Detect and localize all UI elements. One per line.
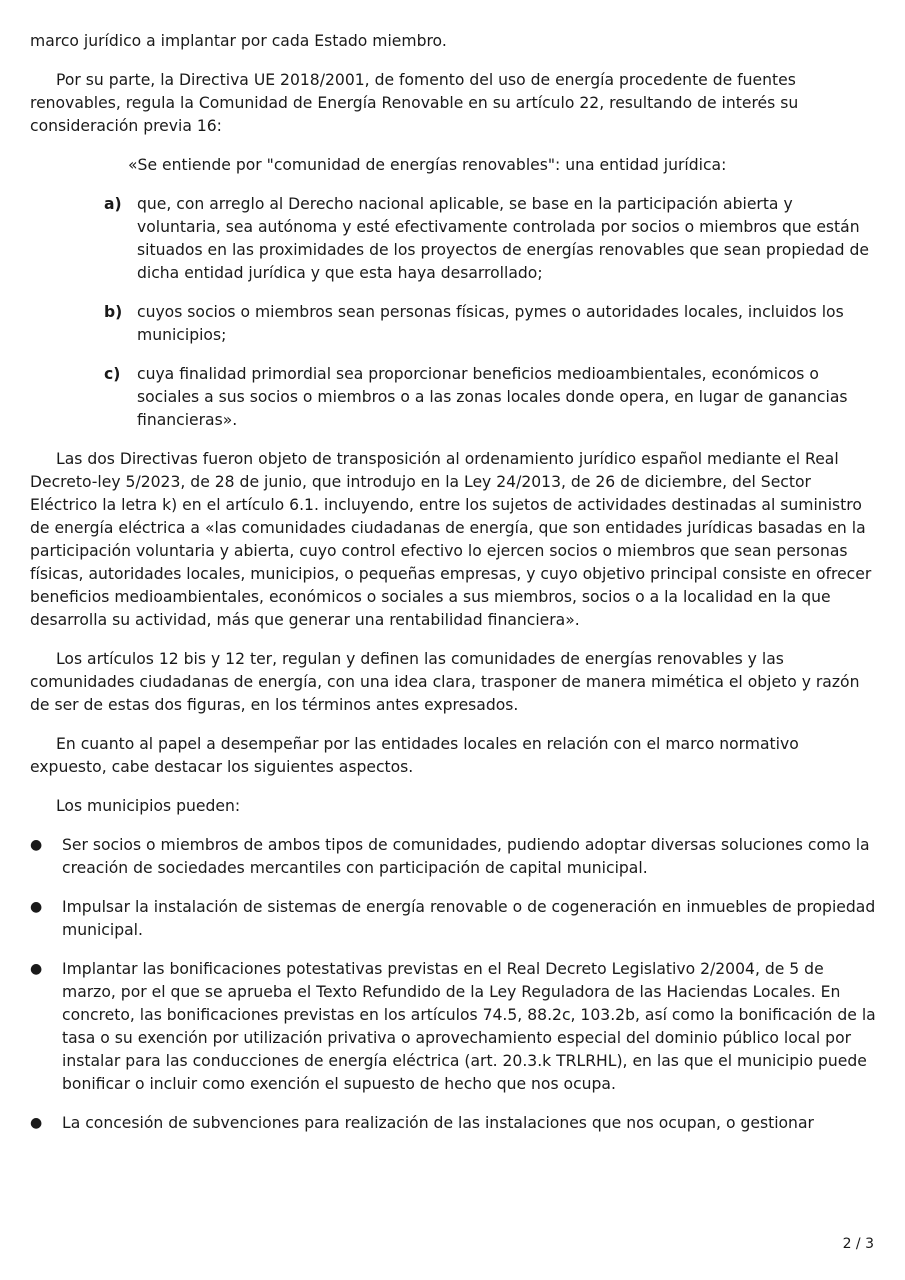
quote-item-b xyxy=(30,301,878,347)
bullet-icon: ● xyxy=(30,899,43,915)
bullet-item xyxy=(30,1112,878,1135)
quote-item-marker: a) xyxy=(104,195,122,213)
quote-item-text: cuyos socios o miembros sean personas físicas, pymes o autoridades locales, incluidos los municipios; xyxy=(137,303,844,344)
quote-item-c xyxy=(30,363,878,432)
paragraph-papel: En cuanto al papel a desempeñar por las entidades locales en relación con el marco normativo expuesto, cabe destacar los siguientes aspectos. xyxy=(30,735,799,776)
bullet-text: Ser socios o miembros de ambos tipos de comunidades, pudiendo adoptar diversas soluciones como la creación de sociedades mercantiles con participación de capital municipal. xyxy=(62,836,870,877)
bullet-item xyxy=(30,958,878,1096)
bullet-item xyxy=(30,834,878,880)
quote-item-marker: c) xyxy=(104,365,121,383)
bullet-item xyxy=(30,896,878,942)
bullet-icon: ● xyxy=(30,1115,43,1131)
bullet-text: La concesión de subvenciones para realización de las instalaciones que nos ocupan, o gestionar xyxy=(62,1114,814,1132)
document-body xyxy=(30,30,878,1151)
quote-item-marker: b) xyxy=(104,303,123,321)
paragraph-transposicion: Las dos Directivas fueron objeto de transposición al ordenamiento jurídico español mediante el Real Decreto-ley 5/2023, de 28 de junio, que introdujo en la Ley 24/2013, de 26 de diciembre, del Sector Eléctrico la letra k) en el artículo 6.1. incluyendo, entre los sujetos de actividades destinadas al suministro de energía eléctrica a «las comunidades ciudadanas de energía, que son entidades jurídicas basadas en la participación voluntaria y abierta, cuyo control efectivo lo ejercen socios o miembros que sean personas físicas, autoridades locales, municipios, o pequeñas empresas, y cuyo objetivo principal consiste en ofrecer beneficios medioambientales, económicos o sociales a sus miembros, socios o a la localidad en la que desarrolla su actividad, más que generar una rentabilidad financiera». xyxy=(30,450,872,629)
bullet-text: Implantar las bonificaciones potestativas previstas en el Real Decreto Legislativo 2/2004, de 5 de marzo, por el que se aprueba el Texto Refundido de la Ley Reguladora de las Haciendas Locales. En concreto, las bonificaciones previstas en los artículos 74.5, 88.2c, 103.2b, así como la bonificación de la tasa o su exención por utilización privativa o aprovechamiento especial del dominio público local por instalar para las conducciones de energía eléctrica (art. 20.3.k TRLRHL), en las que el municipio puede bonificar o incluir como exención el supuesto de hecho que nos ocupa. xyxy=(62,960,876,1093)
quote-intro: «Se entiende por "comunidad de energías renovables": una entidad jurídica: xyxy=(128,156,727,174)
paragraph-municipios: Los municipios pueden: xyxy=(56,797,241,815)
quote-item-text: que, con arreglo al Derecho nacional aplicable, se base en la participación abierta y voluntaria, sea autónoma y esté efectivamente controlada por socios o miembros que están situados en las proximidades de los proyectos de energías renovables que sean propiedad de dicha entidad jurídica y que esta haya desarrollado; xyxy=(137,195,869,282)
bullet-icon: ● xyxy=(30,961,43,977)
bullet-text: Impulsar la instalación de sistemas de energía renovable o de cogeneración en inmuebles de propiedad municipal. xyxy=(62,898,876,939)
bullet-list xyxy=(30,834,878,1135)
quote-item-a xyxy=(30,193,878,285)
paragraph-directiva: Por su parte, la Directiva UE 2018/2001, de fomento del uso de energía procedente de fuentes renovables, regula la Comunidad de Energía Renovable en su artículo 22, resultando de interés su consideración previa 16: xyxy=(30,71,799,135)
quote-list xyxy=(30,193,878,432)
paragraph-articulos: Los artículos 12 bis y 12 ter, regulan y definen las comunidades de energías renovables y las comunidades ciudadanas de energía, con una idea clara, trasponer de manera mimética el objeto y razón de ser de estas dos figuras, en los términos antes expresados. xyxy=(30,650,860,714)
quote-item-text: cuya finalidad primordial sea proporcionar beneficios medioambientales, económicos o sociales a sus socios o miembros o a las zonas locales donde opera, en lugar de ganancias financieras». xyxy=(137,365,848,429)
page-number: 2 / 3 xyxy=(842,1236,874,1252)
intro-line: marco jurídico a implantar por cada Estado miembro. xyxy=(30,32,447,50)
bullet-icon: ● xyxy=(30,837,43,853)
